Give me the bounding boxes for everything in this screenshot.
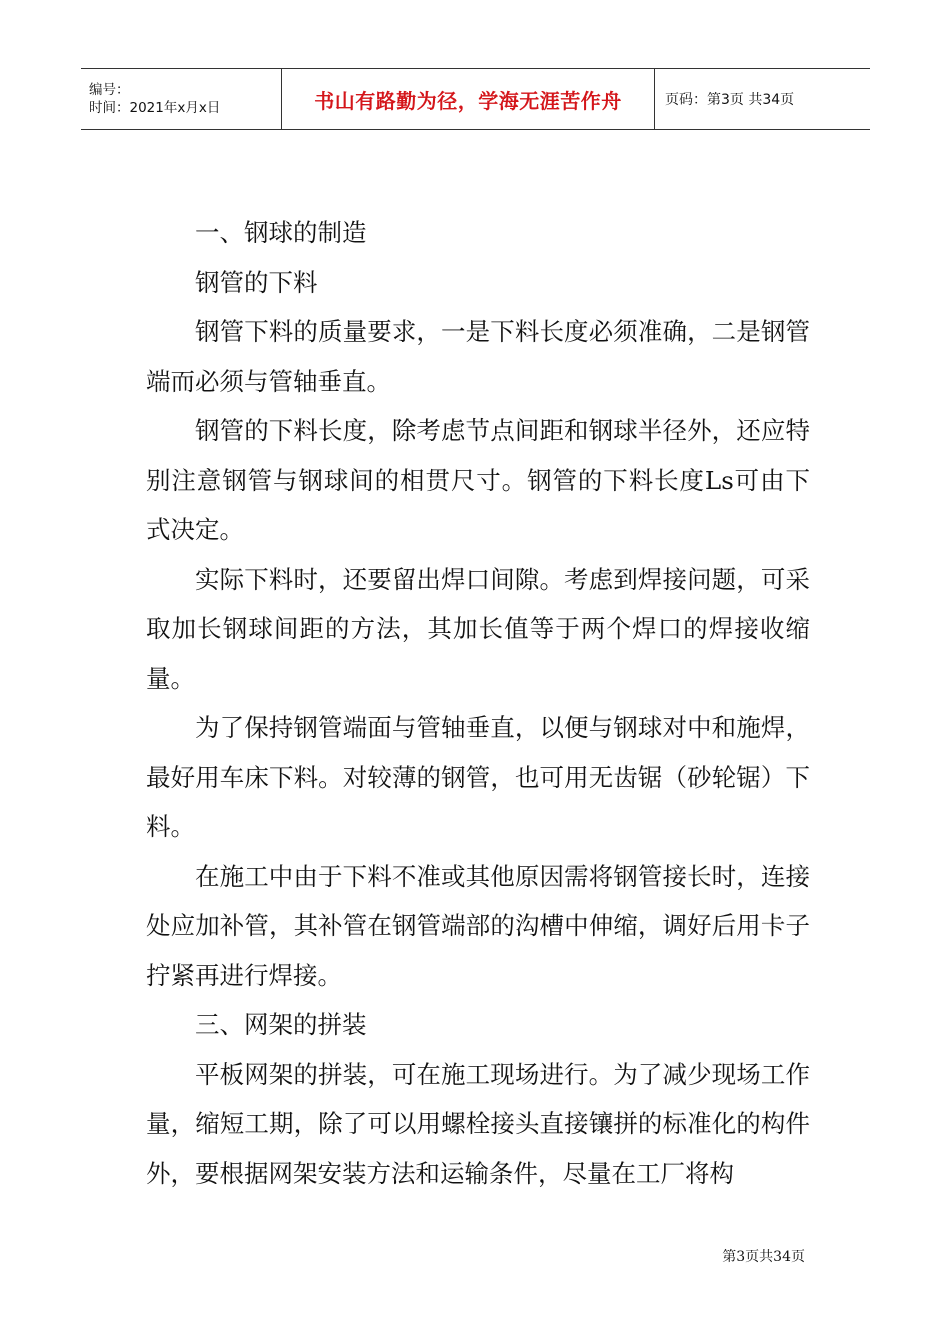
header-page-info: 页码：第3页 共34页 <box>665 92 795 108</box>
header-motto: 书山有路勤为径，学海无涯苦作舟 <box>281 69 655 129</box>
body-paragraph: 平板网架的拼装，可在施工现场进行。为了减少现场工作量，缩短工期，除了可以用螺栓接头直接镶拼的标准化的构件外，要根据网架安装方法和运输条件，尽量在工厂将构 <box>146 1059 810 1188</box>
page-footer: 第3页共34页 <box>722 1249 805 1265</box>
document-body <box>146 208 810 1198</box>
body-paragraph: 在施工中由于下料不准或其他原因需将钢管接长时，连接处应加补管，其补管在钢管端部的沟槽中伸缩，调好后用卡子拧紧再进行焊接。 <box>146 861 810 990</box>
body-paragraph: 钢管的下料长度，除考虑节点间距和钢球半径外，还应特别注意钢管与钢球间的相贯尺寸。钢管的下料长度Ls可由下式决定。 <box>146 416 810 544</box>
subsection-heading: 钢管的下料 <box>195 267 318 297</box>
body-paragraph: 实际下料时，还要留出焊口间隙。考虑到焊接问题，可采取加长钢球间距的方法，其加长值等于两个焊口的焊接收缩量。 <box>146 564 810 693</box>
body-paragraph: 钢管下料的质量要求，一是下料长度必须准确，二是钢管端而必须与管轴垂直。 <box>146 317 810 396</box>
header-meta <box>81 69 281 129</box>
page-header <box>81 68 870 130</box>
section-heading: 三、网架的拼装 <box>195 1010 367 1039</box>
document-date: 时间：2021年x月x日 <box>89 100 221 116</box>
document-number-label: 编号： <box>89 82 130 98</box>
body-paragraph: 为了保持钢管端面与管轴垂直，以便与钢球对中和施焊，最好用车床下料。对较薄的钢管，也可用无齿锯（砂轮锯）下料。 <box>146 713 810 841</box>
section-heading: 一、钢球的制造 <box>195 218 367 247</box>
